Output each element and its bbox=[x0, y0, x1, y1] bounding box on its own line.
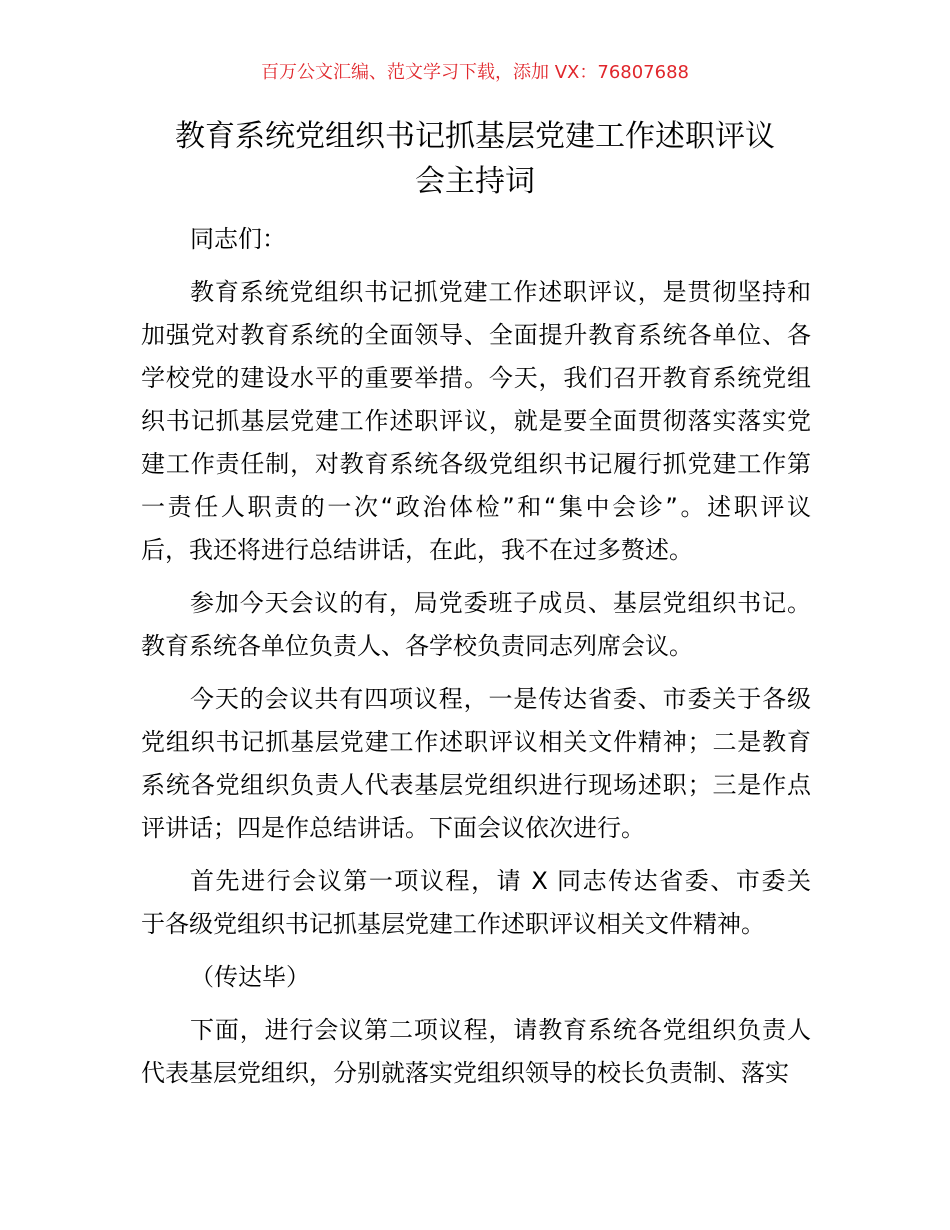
title-line: 教育系统党组织书记抓基层党建工作述职评议 bbox=[175, 119, 775, 154]
text-line: 代表基层党组织，分别就落实党组织领导的校长负责制、落实 bbox=[141, 1059, 789, 1087]
text-line: （传达毕） bbox=[190, 963, 310, 991]
text-line: 参加今天会议的有，局党委班子成员、基层党组织书记。 bbox=[190, 589, 811, 617]
text-line: 一责任人职责的一次“政治体检”和“集中会诊”。述职评议 bbox=[141, 493, 811, 521]
title-line: 会主持词 bbox=[415, 164, 535, 199]
text-line: 系统各党组织负责人代表基层党组织进行现场述职；三是作点 bbox=[141, 771, 811, 799]
text-line: 首先进行会议第一项议程，请 X 同志传达省委、市委关 bbox=[190, 867, 811, 895]
paragraph bbox=[141, 860, 811, 946]
watermark-header: 百万公文汇编、范文学习下载，添加 VX：76807688 bbox=[261, 62, 689, 83]
paragraph bbox=[141, 678, 811, 850]
text-line: 教育系统各单位负责人、各学校负责同志列席会议。 bbox=[141, 632, 693, 660]
text-line: 加强党对教育系统的全面领导、全面提升教育系统各单位、各 bbox=[141, 321, 811, 349]
text-line: 下面，进行会议第二项议程，请教育系统各党组织负责人 bbox=[190, 1016, 811, 1044]
text-line: 于各级党组织书记抓基层党建工作述职评议相关文件精神。 bbox=[141, 910, 765, 938]
text-line: 党组织书记抓基层党建工作述职评议相关文件精神；二是教育 bbox=[141, 728, 811, 756]
paragraph bbox=[141, 582, 811, 668]
paragraph bbox=[141, 271, 811, 572]
paragraph bbox=[141, 218, 811, 261]
text-line: 织书记抓基层党建工作述职评议，就是要全面贯彻落实落实党 bbox=[141, 407, 811, 435]
text-line: 学校党的建设水平的重要举措。今天，我们召开教育系统党组 bbox=[141, 364, 811, 392]
document-title bbox=[0, 114, 950, 204]
text-line: 今天的会议共有四项议程，一是传达省委、市委关于各级 bbox=[190, 685, 811, 713]
text-line: 建工作责任制，对教育系统各级党组织书记履行抓党建工作第 bbox=[141, 450, 811, 478]
document-body bbox=[141, 218, 811, 1105]
text-line: 同志们： bbox=[190, 225, 286, 253]
paragraph bbox=[141, 1009, 811, 1095]
paragraph bbox=[141, 956, 811, 999]
text-line: 评讲话；四是作总结讲话。下面会议依次进行。 bbox=[141, 814, 645, 842]
text-line: 后，我还将进行总结讲话，在此，我不在过多赘述。 bbox=[141, 536, 693, 564]
text-line: 教育系统党组织书记抓党建工作述职评议，是贯彻坚持和 bbox=[190, 278, 811, 306]
